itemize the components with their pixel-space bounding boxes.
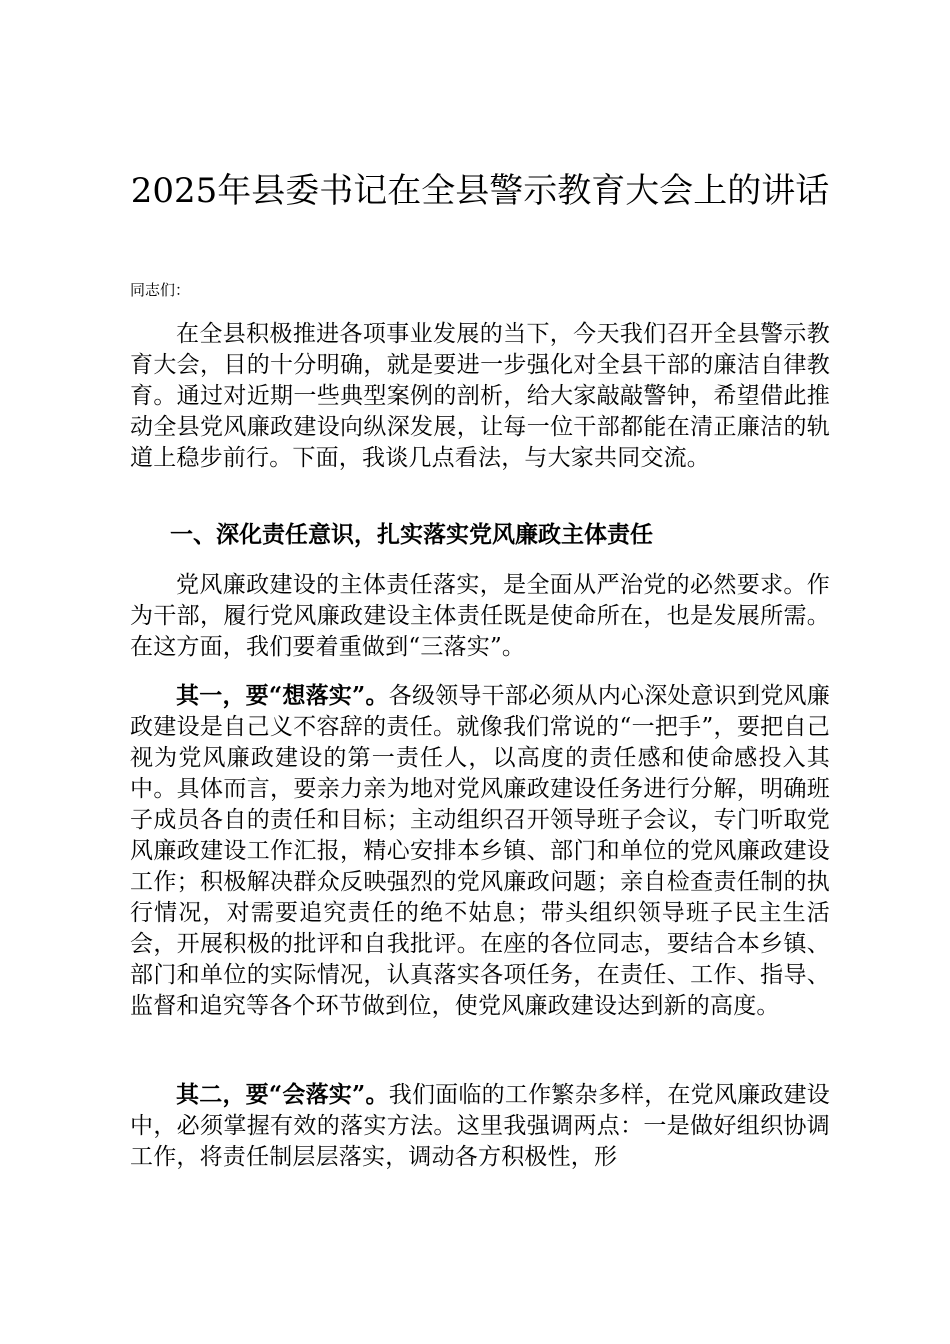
section-paragraph: 党风廉政建设的主体责任落实，是全面从严治党的必然要求。作为干部，履行党风廉政建设主体责任既是使命所在，也是发展所需。在这方面，我们要着重做到“三落实”。 bbox=[130, 572, 830, 660]
point-one-lead: 其一，要“想落实”。 bbox=[176, 682, 389, 709]
point-two-paragraph bbox=[130, 1079, 830, 1173]
document-title: 2025年县委书记在全县警示教育大会上的讲话 bbox=[130, 171, 830, 211]
point-one-paragraph bbox=[130, 680, 830, 1022]
intro-paragraph: 在全县积极推进各项事业发展的当下，今天我们召开全县警示教育大会，目的十分明确，就是要进一步强化对全县干部的廉洁自律教育。通过对近期一些典型案例的剖析，给大家敲敲警钟，希望借此推动全县党风廉政建设向纵深发展，让每一位干部都能在清正廉洁的轨道上稳步前行。下面，我谈几点看法，与大家共同交流。 bbox=[130, 321, 830, 471]
point-two-body: 我们面临的工作繁杂多样，在党风廉政建设中，必须掌握有效的落实方法。这里我强调两点：一是做好组织协调工作，将责任制层层落实，调动各方积极性，形 bbox=[130, 1082, 830, 1170]
section-heading: 一、深化责任意识，扎实落实党风廉政主体责任 bbox=[170, 521, 653, 548]
point-two-lead: 其二，要“会落实”。 bbox=[176, 1081, 389, 1108]
salutation: 同志们： bbox=[130, 281, 191, 299]
point-one-body: 各级领导干部必须从内心深处意识到党风廉政建设是自己义不容辞的责任。就像我们常说的“一把手”，要把自己视为党风廉政建设的第一责任人，以高度的责任感和使命感投入其中。具体而言，要亲力亲为地对党风廉政建设任务进行分解，明确班子成员各自的责任和目标；主动组织召开领导班子会议，专门听取党风廉政建设工作汇报，精心安排本乡镇、部门和单位的党风廉政建设工作；积极解决群众反映强烈的党风廉政问题；亲自检查责任制的执行情况，对需要追究责任的绝不姑息；带头组织领导班子民主生活会，开展积极的批评和自我批评。在座的各位同志，要结合本乡镇、部门和单位的实际情况，认真落实各项任务，在责任、工作、指导、监督和追究等各个环节做到位，使党风廉政建设达到新的高度。 bbox=[130, 683, 830, 1019]
